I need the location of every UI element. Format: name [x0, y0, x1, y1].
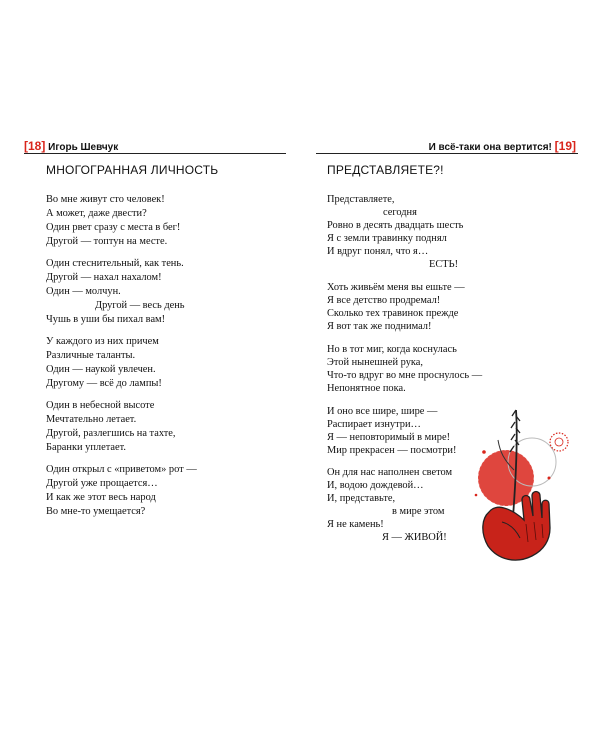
poem-line: Другой — весь день	[95, 300, 185, 311]
book-title: И всё-таки она вертится!	[428, 142, 552, 153]
poem-line: Мечтательно летает.	[46, 414, 137, 425]
poem-line: Во мне живут сто человек!	[46, 194, 165, 205]
poem-line: сегодня	[383, 207, 417, 218]
author-name: Игорь Шевчук	[48, 142, 119, 153]
poem-line: Мир прекрасен — посмотри!	[327, 445, 457, 456]
poem-line: Другой — нахал нахалом!	[46, 272, 162, 283]
poem-line: Различные таланты.	[46, 350, 136, 361]
poem-line: И как же этот весь народ	[46, 492, 156, 503]
poem-line: Хоть живьём меня вы ешьте —	[327, 282, 465, 293]
left-page-header	[24, 139, 118, 153]
poem-line: А может, даже двести?	[46, 208, 147, 219]
poem-line: И, представьте,	[327, 493, 396, 504]
poem-line: Другой — топтун на месте.	[46, 236, 168, 247]
poem-line: И, водою дождевой…	[327, 480, 424, 491]
poem-line: Я — неповторимый в мире!	[327, 432, 451, 443]
poem-line: Один открыл с «приветом» рот —	[46, 464, 197, 475]
poem-line: Во мне-то умещается?	[46, 506, 146, 517]
poem-line: Другой уже прощается…	[46, 478, 158, 489]
poem-line: Один стеснительный, как тень.	[46, 258, 184, 269]
right-page-header	[429, 139, 576, 153]
poem-line: Я вот так же поднимал!	[327, 321, 432, 332]
poem-line: Я с земли травинку поднял	[327, 233, 447, 244]
left-poem-title: МНОГОГРАННАЯ ЛИЧНОСТЬ	[46, 163, 219, 177]
small-sketch-circle	[550, 433, 568, 451]
poem-line: Непонятное пока.	[327, 383, 406, 394]
poem-line: Он для нас наполнен светом	[327, 467, 453, 478]
poem-line: Другому — всё до лампы!	[46, 378, 162, 389]
poem-line: Один в небесной высоте	[46, 400, 155, 411]
poem-line: Я — ЖИВОЙ!	[382, 532, 447, 543]
poem-line: Другой, разлегшись на тахте,	[46, 428, 176, 439]
poem-line: Представляете,	[327, 194, 395, 205]
poem-line: Но в тот миг, когда коснулась	[327, 344, 457, 355]
left-page-number: [18]	[24, 139, 46, 153]
poem-line: Один — молчун.	[46, 286, 121, 297]
poem-line: Чушь в уши бы пихал вам!	[46, 314, 166, 325]
poem-line: Сколько тех травинок прежде	[327, 308, 459, 319]
poem-line: Баранки уплетает.	[46, 442, 126, 453]
poem-line: ЕСТЬ!	[429, 259, 459, 270]
poem-line: Один рвет сразу с места в бег!	[46, 222, 181, 233]
poem-line: Я все детство продремал!	[327, 295, 441, 306]
poem-line: Распирает изнутри…	[327, 419, 421, 430]
poem-line: Что-то вдруг во мне проснулось —	[327, 370, 483, 381]
poem-line: Я не камень!	[327, 519, 384, 530]
right-poem-title: ПРЕДСТАВЛЯЕТЕ?!	[327, 163, 444, 177]
left-header-rule	[24, 153, 286, 154]
poem-line: И вдруг понял, что я…	[327, 246, 429, 257]
poem-line: Этой нынешней рука,	[327, 357, 424, 368]
poem-line: У каждого из них причем	[46, 336, 159, 347]
poem-line: в мире этом	[392, 506, 445, 517]
right-page-number: [19]	[554, 139, 576, 153]
hand-with-grass-illustration	[454, 400, 594, 570]
poem-line: И оно все шире, шире —	[327, 406, 438, 417]
poem-line: Один — наукой увлечен.	[46, 364, 156, 375]
poem-line: Ровно в десять двадцать шесть	[327, 220, 464, 231]
right-header-rule	[316, 153, 578, 154]
